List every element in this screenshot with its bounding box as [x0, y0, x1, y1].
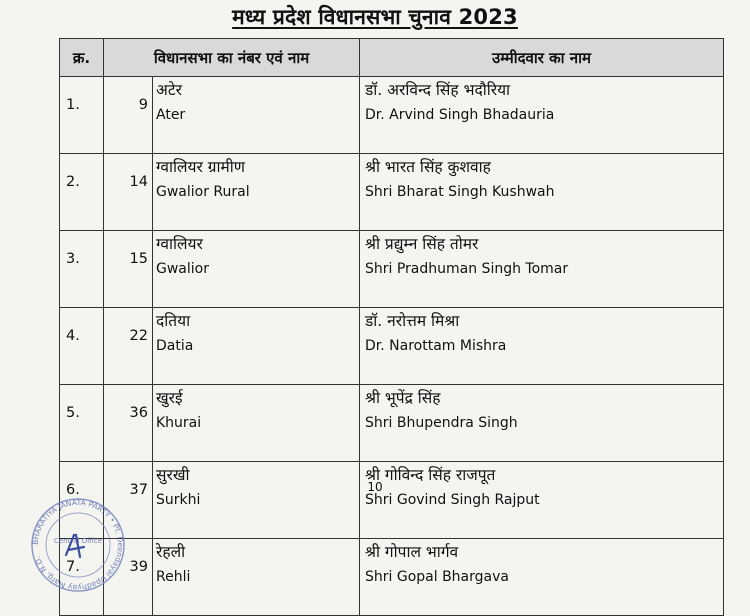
party-seal [28, 495, 128, 595]
constituency-name-hindi: खुरई [156, 389, 183, 407]
constituency-name-english: Ater [156, 107, 186, 123]
page-title [0, 3, 750, 31]
constituency-number: 9 [104, 77, 153, 154]
candidate-cell [360, 154, 724, 231]
svg-text:Central Office: Central Office [53, 537, 103, 545]
candidate-cell [360, 231, 724, 308]
constituency-name-hindi: दतिया [156, 312, 191, 330]
constituency-number: 15 [104, 231, 153, 308]
candidate-name-hindi: डॉ. नरोत्तम मिश्रा [365, 312, 460, 330]
candidate-name-hindi: श्री भूपेंद्र सिंह [365, 389, 441, 407]
svg-text:BHARATIYA JANATA PARTY • Pt. D: BHARATIYA JANATA PARTY • Pt. Deendayal Upadhyay Marg, N.D. [30, 497, 126, 593]
row-serial: 5. [60, 385, 104, 462]
constituency-name-cell [153, 308, 360, 385]
constituency-name-hindi: रेहली [156, 543, 186, 561]
candidate-name-hindi: श्री प्रद्युम्न सिंह तोमर [365, 235, 479, 253]
row-serial: 6. [60, 462, 104, 539]
header-sn: क्र. [60, 39, 104, 77]
candidate-name-english: Dr. Arvind Singh Bhadauria [365, 107, 555, 123]
constituency-number: 22 [104, 308, 153, 385]
table-header-row [60, 39, 724, 77]
constituency-name-english: Surkhi [156, 492, 201, 508]
candidate-name-hindi: डॉ. अरविन्द सिंह भदौरिया [365, 81, 511, 99]
candidate-name-english: Shri Govind Singh Rajput [365, 492, 540, 508]
constituency-name-hindi: अटेर [156, 81, 182, 99]
constituency-number: 39 [104, 539, 153, 616]
row-serial: 4. [60, 308, 104, 385]
candidate-cell [360, 385, 724, 462]
title-text: मध्य प्रदेश विधानसभा चुनाव 2023 [232, 5, 518, 29]
constituency-name-cell [153, 539, 360, 616]
candidate-cell [360, 77, 724, 154]
constituency-number: 36 [104, 385, 153, 462]
constituency-name-cell [153, 154, 360, 231]
constituency-name-hindi: ग्वालियर ग्रामीण [156, 158, 246, 176]
constituency-number: 37 [104, 462, 153, 539]
candidate-name-english: Shri Bhupendra Singh [365, 415, 518, 431]
constituency-name-english: Rehli [156, 569, 191, 585]
constituency-name-hindi: ग्वालियर [156, 235, 203, 253]
candidate-cell [360, 308, 724, 385]
row-serial: 2. [60, 154, 104, 231]
candidate-table [59, 38, 724, 616]
header-candidate: उम्मीदवार का नाम [360, 39, 724, 77]
constituency-name-cell [153, 462, 360, 539]
constituency-name-hindi: सुरखी [156, 466, 190, 484]
constituency-name-english: Gwalior [156, 261, 209, 277]
candidate-name-hindi: श्री गोविन्द सिंह राजपूत [365, 466, 496, 484]
candidate-name-english: Dr. Narottam Mishra [365, 338, 507, 354]
table-row [60, 539, 724, 616]
page-number: 10 [367, 480, 383, 494]
constituency-name-cell [153, 77, 360, 154]
table-row [60, 77, 724, 154]
table-row [60, 462, 724, 539]
constituency-number: 14 [104, 154, 153, 231]
row-serial: 3. [60, 231, 104, 308]
table-row [60, 308, 724, 385]
candidate-name-english: Shri Bharat Singh Kushwah [365, 184, 555, 200]
candidate-name-english: Shri Gopal Bhargava [365, 569, 509, 585]
constituency-name-english: Khurai [156, 415, 202, 431]
candidate-cell [360, 462, 724, 539]
constituency-name-english: Gwalior Rural [156, 184, 250, 200]
candidate-cell [360, 539, 724, 616]
constituency-name-cell [153, 385, 360, 462]
row-serial: 1. [60, 77, 104, 154]
constituency-name-english: Datia [156, 338, 194, 354]
table-row [60, 231, 724, 308]
candidate-name-hindi: श्री भारत सिंह कुशवाह [365, 158, 491, 176]
table-row [60, 385, 724, 462]
table-row [60, 154, 724, 231]
row-serial: 7. [60, 539, 104, 616]
candidate-name-english: Shri Pradhuman Singh Tomar [365, 261, 569, 277]
constituency-name-cell [153, 231, 360, 308]
header-constituency: विधानसभा का नंबर एवं नाम [104, 39, 360, 77]
candidate-name-hindi: श्री गोपाल भार्गव [365, 543, 459, 561]
